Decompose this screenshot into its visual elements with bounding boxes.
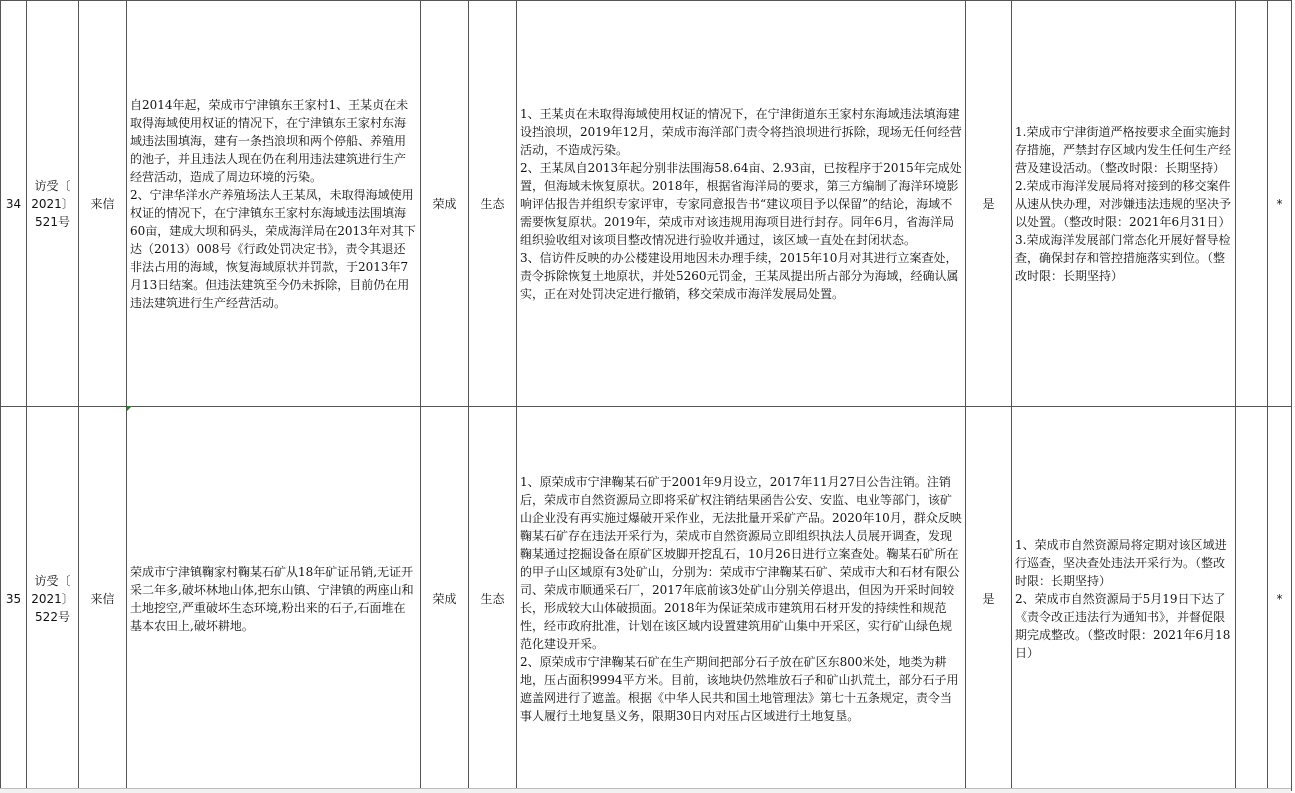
sheet-bottom-edge [0, 788, 1291, 793]
table-row [1, 1, 1292, 407]
investigation-result [517, 407, 966, 791]
measure-paragraph: 1.荣成市宁津街道严格按要求全面实施封存措施，严禁封存区域内发生任何生产经营及建设活动。（整改时限：长期坚持） [1015, 124, 1232, 175]
case-number-line: 2021〕 [31, 196, 74, 211]
rectification-measures [1012, 407, 1236, 791]
cell-comment-marker [127, 406, 132, 411]
description-paragraph: 荣成市宁津镇鞠家村鞠某石矿从18年矿证吊销,无证开采二年多,破坏林地山体,把东山镇、宁津镇的两座山和土地挖空,严重破坏生态环境,粉出来的石子,石面堆在基本农田上,破坏耕地。 [130, 564, 414, 633]
star-mark: * [1268, 1, 1292, 407]
case-number-line: 522号 [35, 609, 70, 624]
case-number-line: 2021〕 [31, 591, 74, 606]
empty-cell [1236, 407, 1268, 791]
case-number-line: 521号 [35, 214, 70, 229]
table-row [1, 407, 1292, 791]
pollution-type: 生态 [469, 407, 517, 791]
case-number-line: 访受〔 [34, 178, 71, 193]
result-paragraph: 2、王某凤自2013年起分别非法围海58.64亩、2.93亩，已按程序于2015年完成处置，但海域未恢复原状。2018年，根据省海洋局的要求，第三方编制了海洋环境影响评估报告并组织专家评审，专家同意报告书“建议项目予以保留”的结论，海域不需要恢复原状。2019年，荣成市对该违规用海项目进行封存。同年6月，省海洋局组织验收组对该项目整改情况进行验收并通过，该区域一直处在封闭状态。 [520, 160, 962, 247]
measure-paragraph: 2.荣成市海洋发展局将对接到的移交案件从速从快办理，对涉嫌违法违规的坚决予以处置。（整改时限：2021年6月31日） [1015, 178, 1232, 229]
complaint-description [127, 407, 421, 791]
empty-cell [1236, 1, 1268, 407]
verified-flag: 是 [966, 407, 1012, 791]
complaint-source: 来信 [79, 407, 127, 791]
row-number: 34 [1, 1, 27, 407]
pollution-type: 生态 [469, 1, 517, 407]
case-number [27, 407, 79, 791]
row-number: 35 [1, 407, 27, 791]
result-paragraph: 2、原荣成市宁津鞠某石矿在生产期间把部分石子放在矿区东800米处，地类为耕地，压占面积9994平方米。目前，该地块仍然堆放石子和矿山扒荒土，部分石子用遮盖网进行了遮盖。根据《中华人民共和国土地管理法》第七十五条规定，责令当事人履行土地复垦义务，限期30日内对压占区域进行土地复垦。 [520, 654, 959, 723]
verified-flag: 是 [966, 1, 1012, 407]
result-paragraph: 1、王某贞在未取得海域使用权证的情况下，在宁津街道东王家村东海域违法填海建设挡浪坝，2019年12月，荣成市海洋部门责令将挡浪坝进行拆除，现场无任何经营活动，不造成污染。 [520, 106, 962, 157]
administrative-area: 荣成 [421, 407, 469, 791]
administrative-area: 荣成 [421, 1, 469, 407]
result-paragraph: 1、原荣成市宁津鞠某石矿于2001年9月设立，2017年11月27日公告注销。注销后，荣成市自然资源局立即将采矿权注销结果函告公安、安监、电业等部门，该矿山企业没有再实施过爆破开采作业，无法批量开采矿产品。2020年10月，群众反映鞠某石矿存在违法开采行为，荣成市自然资源局立即组织执法人员展开调查，发现鞠某通过挖掘设备在原矿区坡脚开挖乱石，10月26日进行立案查处。鞠某石矿所在的甲子山区域原有3处矿山，分别为：荣成市宁津鞠某石矿、荣成市大和石材有限公司、荣成市顺通采石厂，2017年底前该3处矿山分别关停退出，但因为开采时间较长，形成较大山体破损面。2018年为保证荣成市建筑用石材开发的持续性和规范性，经市政府批准，计划在该区域内设置建筑用矿山集中开采区，实行矿山绿色规范化建设开采。 [520, 474, 962, 651]
complaint-source: 来信 [79, 1, 127, 407]
complaint-description [127, 1, 421, 407]
measure-paragraph: 2、荣成市自然资源局于5月19日下达了《责令改正违法行为通知书》，并督促限期完成整改。（整改时限：2021年6月18日） [1015, 591, 1231, 660]
case-number [27, 1, 79, 407]
measure-paragraph: 1、荣成市自然资源局将定期对该区域进行巡查，坚决查处违法开采行为。（整改时限：长期坚持） [1015, 537, 1227, 588]
star-mark: * [1268, 407, 1292, 791]
result-paragraph: 3、信访件反映的办公楼建设用地因未办理手续，2015年10月对其进行立案查处，责令拆除恢复土地原状，并处5260元罚金，王某凤提出所占部分为海域，经确认属实，正在对处罚决定进行撤销，移交荣成市海洋发展局处置。 [520, 250, 959, 301]
description-paragraph: 自2014年起，荣成市宁津镇东王家村1、王某贞在未取得海域使用权证的情况下，在宁津镇东王家村东海域违法围填海，建有一条挡浪坝和两个停船、养殖用的池子，并且违法人现在仍在利用违法建筑进行生产经营活动，造成了周边环境的污染。 [130, 97, 409, 184]
measure-paragraph: 3.荣成海洋发展部门常态化开展好督导检查，确保封存和管控措施落实到位。（整改时限：长期坚持） [1015, 232, 1231, 283]
investigation-result [517, 1, 966, 407]
rectification-measures [1012, 1, 1236, 407]
description-paragraph: 2、宁津华洋水产养殖场法人王某凤，未取得海域使用权证的情况下，在宁津镇东王家村东海域违法围填海60亩，建成大坝和码头，荣成海洋局在2013年对其下达（2013）008号《行政处罚决定书》，责令其退还非法占用的海域，恢复海域原状并罚款，于2013年7月13日结案。但违法建筑至今仍未拆除，目前仍在用违法建筑进行生产经营活动。 [130, 187, 416, 310]
case-number-line: 访受〔 [34, 573, 71, 588]
